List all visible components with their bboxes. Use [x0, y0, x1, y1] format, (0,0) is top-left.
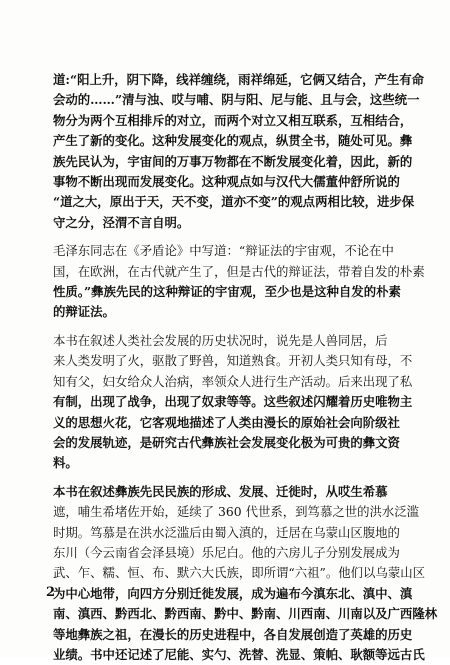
text-line: “道之大，原出于天，天不变，道亦不变”的观点两相比较，进步保 [53, 194, 415, 210]
text-line: 本书在叙述人类社会发展的历史状况时，说先是人兽同居，后 [53, 332, 388, 348]
text-line: 东川（今云南省会泽县境）乐尼白。他的六房儿子分别发展成为 [53, 544, 400, 560]
text-line: 有制，出现了战争，出现了奴隶等等。这些叙述闪耀着历史唯物主 [53, 394, 413, 410]
text-line: 南、滇西、黔西北、黔西南、黔中、黔南、川西南、川南以及广西隆林 [53, 606, 438, 622]
text-line: 道:“阳上升，阴下降，线祥缠绕，雨祥绵延，它俩又结合，产生有命 [53, 72, 425, 87]
text-line: 的辩证法。 [53, 304, 115, 320]
text-line: 会的发展轨迹，是研究古代彝族社会发展变化极为可贵的彝文资 [53, 434, 400, 450]
body-text [53, 70, 438, 665]
text-line: 国，在欧洲，在古代就产生了，但是古代的辩证法，带着自发的朴素 [53, 263, 425, 279]
paragraph-gap [53, 323, 393, 331]
text-line: 来人类发明了火，驱散了野兽，知道熟食。开初人类只知有母，不 [53, 353, 413, 369]
paragraph-2 [53, 241, 425, 323]
text-line: 武、乍、糯、恒、布、默六大氏族，即所谓“六祖”。他们以乌蒙山区 [53, 565, 425, 581]
text-line: 知有父，妇女给众人治病，率领众人进行生产活动。后来出现了私 [53, 373, 413, 389]
text-line: 会动的……”清与浊、哎与哺、阴与阳、尼与能、且与会，这些统一 [53, 92, 420, 108]
paragraph-3 [53, 331, 413, 474]
text-line: 产生了新的变化。这种发展变化的观点，纵贯全书，随处可见。彝 [53, 133, 413, 149]
text-line: 为中心地带，向四方分别迁徙发展，成为遍布今滇东北、滇中、滇 [53, 585, 413, 601]
text-line: 族先民认为，宇宙间的万事万物都在不断发展变化着，因此，新的 [53, 153, 413, 169]
page-number: 2 [46, 585, 56, 600]
text-line: 时期。笃慕是在洪水泛滥后由蜀入滇的，迁居在乌蒙山区腹地的 [53, 524, 400, 540]
text-line: 料。 [53, 455, 78, 471]
paragraph-gap [53, 474, 393, 482]
text-line: 业绩。书中还记述了尼能、实勺、洗替、洗显、策帕、耿额等远古氏 [53, 646, 425, 662]
paragraph-4 [53, 482, 438, 665]
text-line: 遮，哺生希堵佐开始，延续了 360 代世系，到笃慕之世的洪水泛滥 [53, 504, 420, 520]
text-line: 等地彝族之祖，在漫长的历史进程中，各自发展创造了英雄的历史 [53, 626, 413, 642]
text-line: 物分为两个互相排斥的对立，而两个对立又相互联系，互相结合， [53, 112, 413, 128]
paragraph-gap [53, 233, 393, 241]
text-line: 毛泽东同志在《矛盾论》中写道：“辩证法的宇宙观，不论在中 [53, 243, 394, 259]
text-line: 事物不断出现而发展变化。这种观点如与汉代大儒董仲舒所说的 [53, 174, 400, 190]
text-line: 本书在叙述彝族先民民族的形成、发展、迁徙时，从哎生希慕 [53, 483, 388, 499]
text-line: 义的思想火花，它客观地描述了人类由漫长的原始社会向阶级社 [53, 414, 400, 430]
text-line: 性质。”彝族先民的这种辩证的宇宙观，至少也是这种自发的朴素 [53, 284, 401, 300]
paragraph-1 [53, 70, 425, 233]
text-line: 守之分，泾渭不言自明。 [53, 214, 190, 230]
